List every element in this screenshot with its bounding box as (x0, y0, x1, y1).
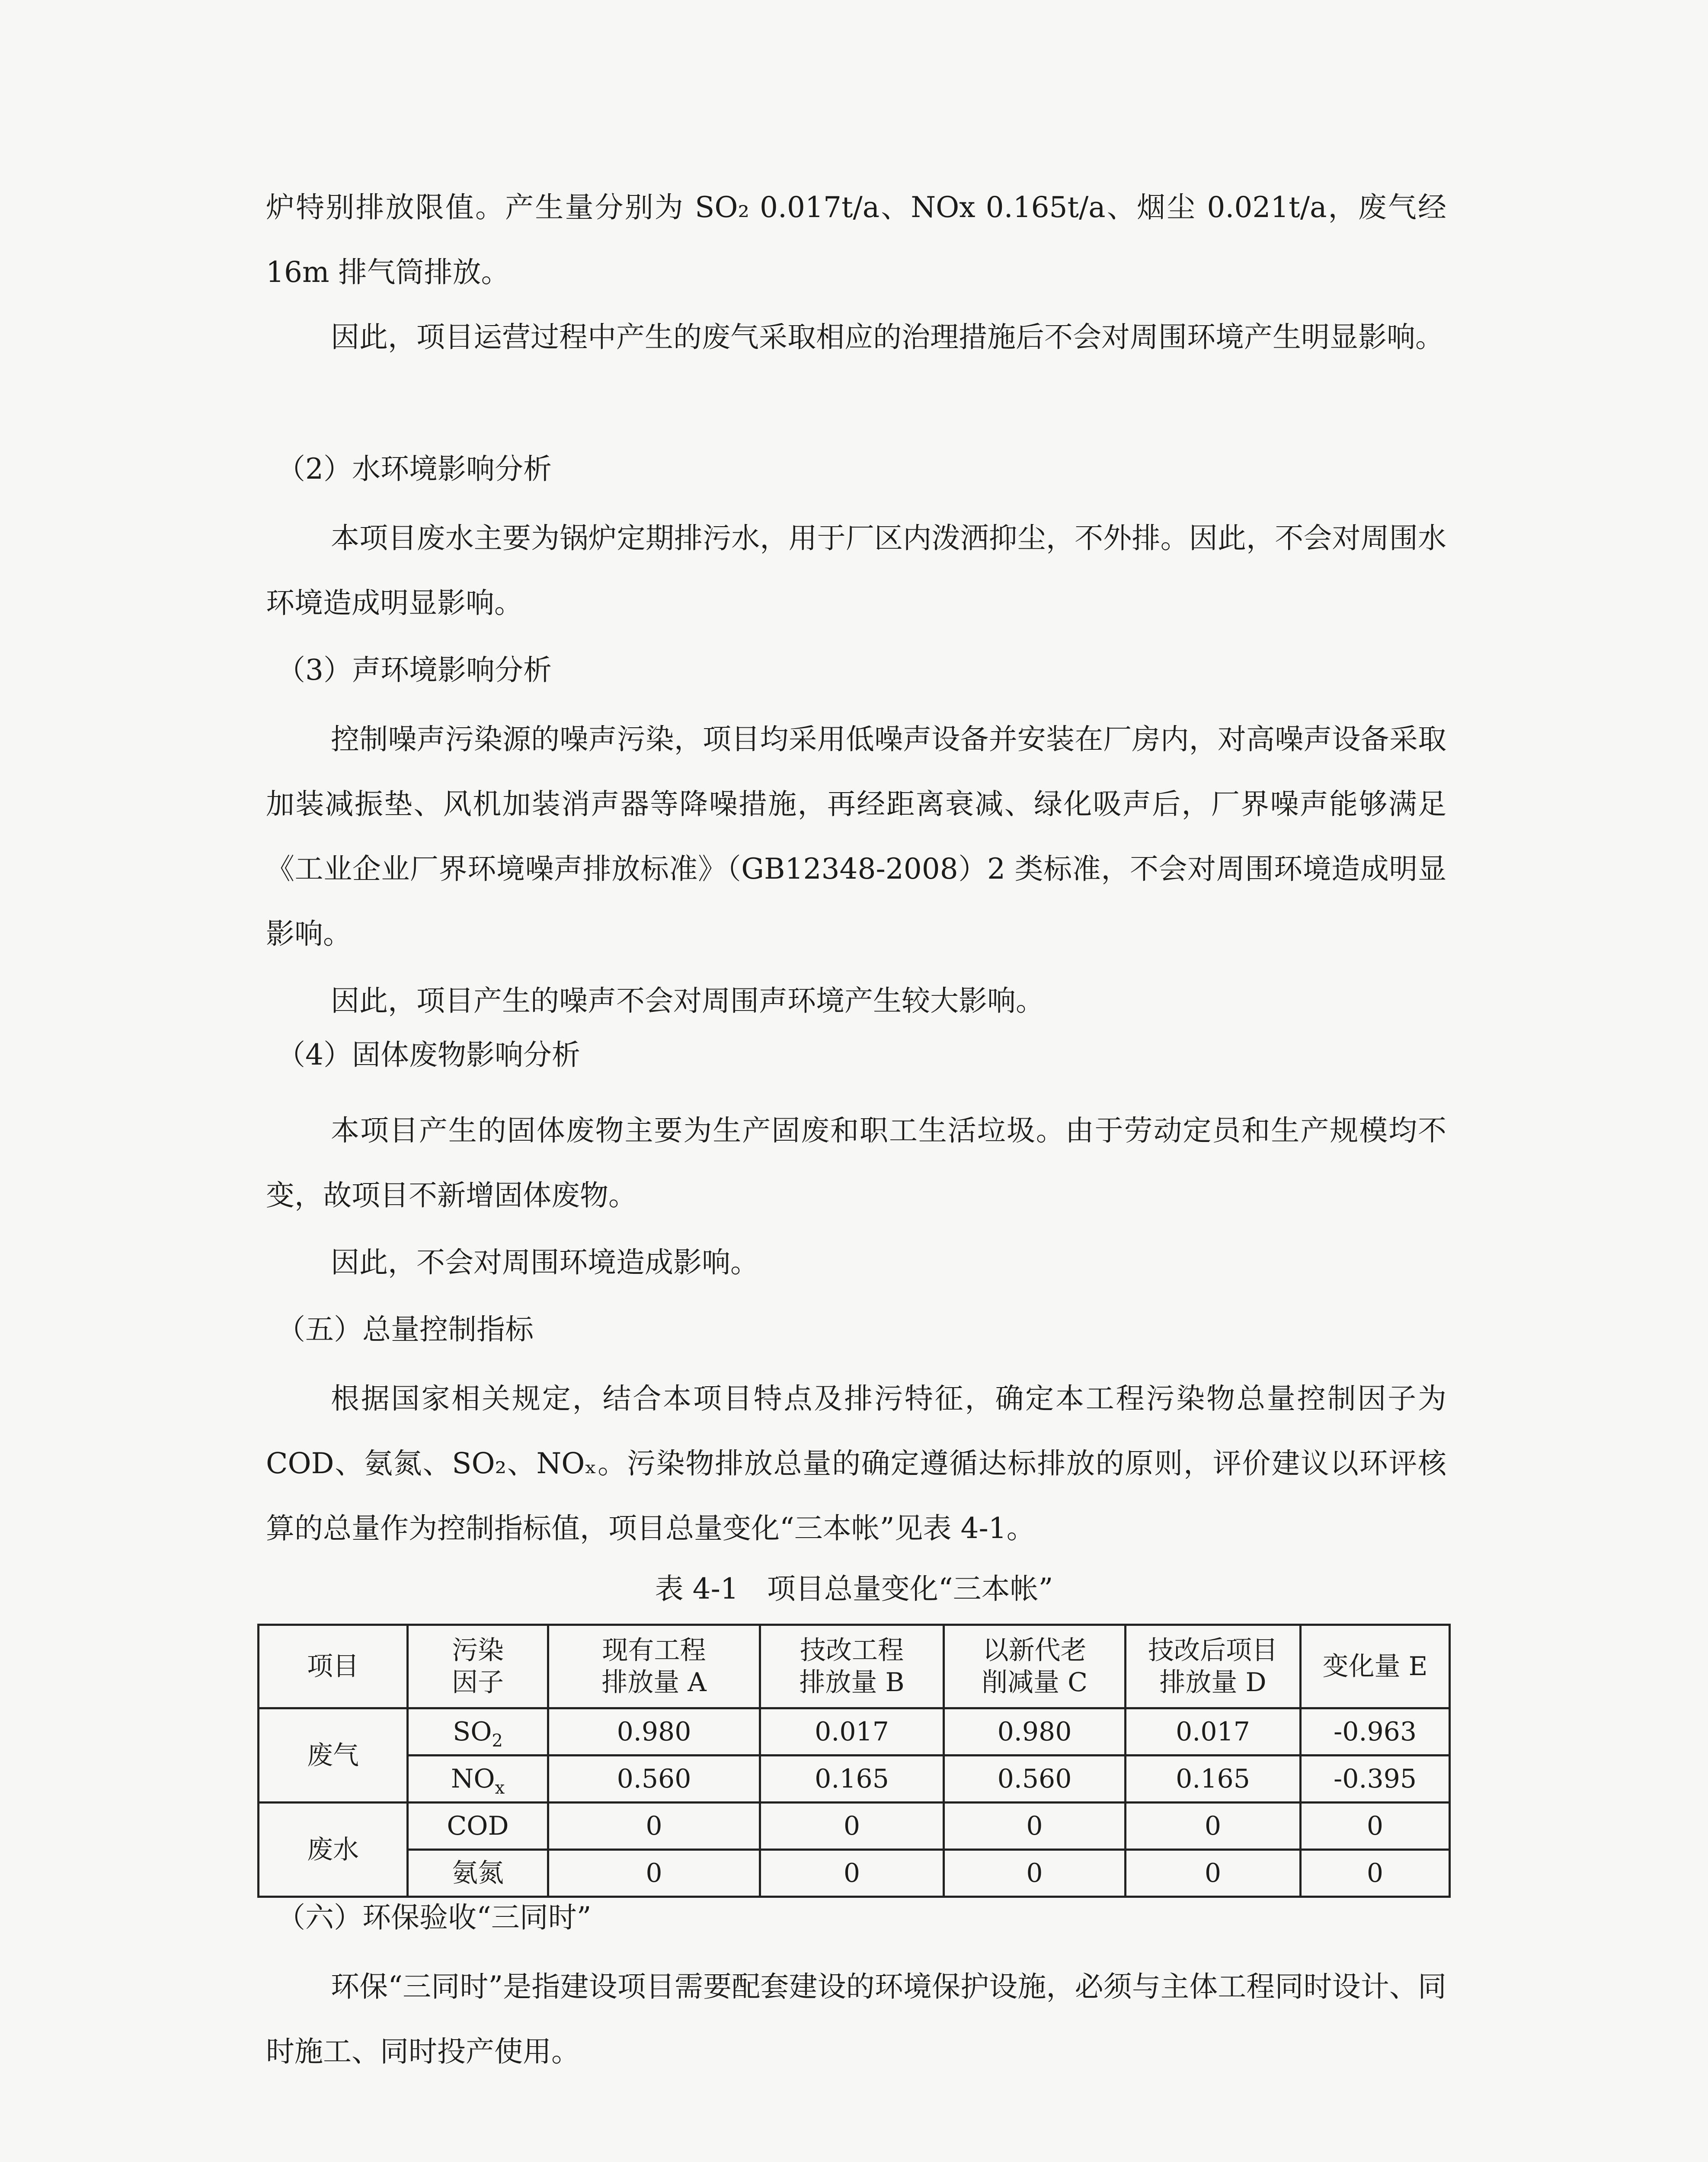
header-cell: 污染 因子 (408, 1625, 548, 1708)
paragraph-total-control: 根据国家相关规定，结合本项目特点及排污特征，确定本工程污染物总量控制因子为 COD、氨氮、SO₂、NOₓ。污染物排放总量的确定遵循达标排放的原则，评价建议以环评核算的总量作为控制指标值，项目总量变化“三本帐”见表 4-1。 (266, 1382, 1446, 1545)
value-cell: 0 (1126, 1803, 1301, 1850)
header-cell: 项目 (259, 1625, 408, 1708)
paragraph-exhaust-emissions: 炉特别排放限值。产生量分别为 SO₂ 0.017t/a、NOx 0.165t/a、烟尘 0.021t/a，废气经 16m 排气筒排放。 (266, 191, 1446, 289)
factor-cell: COD (408, 1803, 548, 1850)
factor-cell: $NO_x$ (408, 1756, 548, 1803)
header-cell: 技改后项目 排放量 D (1126, 1625, 1301, 1708)
heading-water-environment: （2）水环境影响分析 (277, 452, 552, 486)
paragraph-noise-control: 控制噪声污染源的噪声污染，项目均采用低噪声设备并安装在厂房内，对高噪声设备采取加装减振垫、风机加装消声器等降噪措施，再经距离衰减、绿化吸声后，厂界噪声能够满足《工业企业厂界环境噪声排放标准》（GB12348-2008）2 类标准，不会对周围环境造成明显影响。 (266, 723, 1446, 950)
value-cell: -0.395 (1301, 1756, 1450, 1803)
heading-solid-waste: （4）固体废物影响分析 (277, 1038, 580, 1071)
value-cell: 0 (944, 1850, 1126, 1897)
value-cell: 0.017 (760, 1708, 944, 1756)
value-cell: 0.560 (548, 1756, 760, 1803)
heading-acoustic-environment: （3）声环境影响分析 (277, 653, 552, 687)
value-cell: 0.980 (944, 1708, 1126, 1756)
paragraph-exhaust-conclusion: 因此，项目运营过程中产生的废气采取相应的治理措施后不会对周围环境产生明显影响。 (331, 320, 1444, 354)
factor-cell: 氨氮 (408, 1850, 548, 1897)
header-cell: 现有工程 排放量 A (548, 1625, 760, 1708)
category-cell: 废水 (259, 1803, 408, 1897)
value-cell: 0.560 (944, 1756, 1126, 1803)
value-cell: 0 (1301, 1850, 1450, 1897)
value-cell: 0.980 (548, 1708, 760, 1756)
header-cell: 技改工程 排放量 B (760, 1625, 944, 1708)
heading-total-control: （五）总量控制指标 (277, 1313, 534, 1346)
paragraph-noise-conclusion: 因此，项目产生的噪声不会对周围声环境产生较大影响。 (331, 984, 1044, 1017)
paragraph-water-environment: 本项目废水主要为锅炉定期排污水，用于厂区内泼洒抑尘，不外排。因此，不会对周围水环境造成明显影响。 (266, 521, 1446, 620)
value-cell: 0 (548, 1803, 760, 1850)
emission-table (257, 1624, 1451, 1898)
value-cell: 0 (944, 1803, 1126, 1850)
value-cell: 0.165 (760, 1756, 944, 1803)
header-cell: 变化量 E (1301, 1625, 1450, 1708)
value-cell: 0 (760, 1803, 944, 1850)
factor-cell: $SO_2$ (408, 1708, 548, 1756)
table-row (259, 1756, 1450, 1803)
value-cell: 0 (548, 1850, 760, 1897)
value-cell: 0.165 (1126, 1756, 1301, 1803)
table-header-row (259, 1625, 1450, 1708)
value-cell: 0 (1301, 1803, 1450, 1850)
value-cell: 0 (1126, 1850, 1301, 1897)
table-caption: 表 4-1 项目总量变化“三本帐” (655, 1572, 1053, 1606)
table-row (259, 1708, 1450, 1756)
paragraph-three-simultaneous: 环保“三同时”是指建设项目需要配套建设的环境保护设施，必须与主体工程同时设计、同时施工、同时投产使用。 (266, 1970, 1446, 2068)
category-cell: 废气 (259, 1708, 408, 1803)
table-row (259, 1803, 1450, 1850)
paragraph-solid-waste-conclusion: 因此，不会对周围环境造成影响。 (331, 1246, 759, 1279)
value-cell: -0.963 (1301, 1708, 1450, 1756)
paragraph-solid-waste: 本项目产生的固体废物主要为生产固废和职工生活垃圾。由于劳动定员和生产规模均不变，故项目不新增固体废物。 (266, 1114, 1446, 1212)
heading-three-simultaneous: （六）环保验收“三同时” (277, 1901, 592, 1934)
value-cell: 0 (760, 1850, 944, 1897)
value-cell: 0.017 (1126, 1708, 1301, 1756)
header-cell: 以新代老 削减量 C (944, 1625, 1126, 1708)
